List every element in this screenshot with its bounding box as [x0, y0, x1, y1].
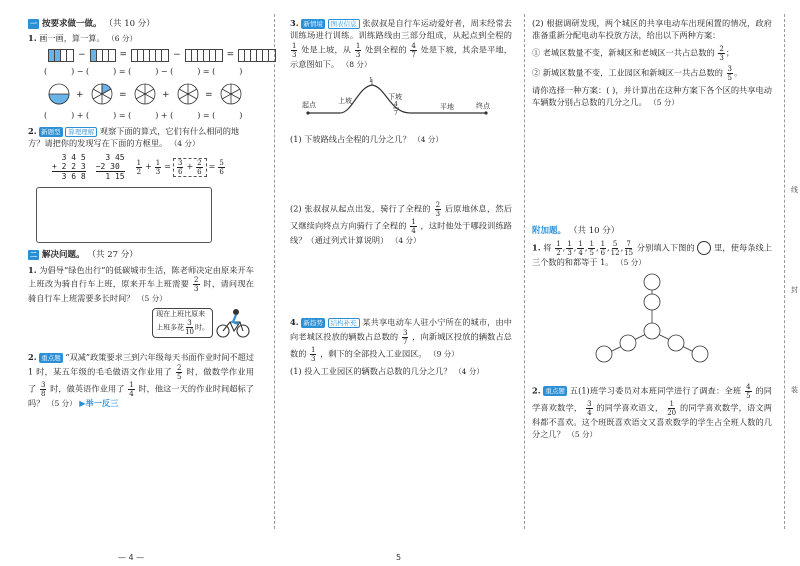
plan-1: ① 老城区数量不变，新城区和老城区一共占总数的 $\frac{2}{3}$ ；	[532, 44, 735, 62]
section-number-icon: 一	[30, 19, 37, 29]
question-tag: 结构补充	[328, 318, 360, 328]
middle-column	[290, 18, 512, 378]
section-heading-1	[28, 18, 254, 30]
fraction-circle-row	[48, 82, 254, 106]
question-text: 画一画，算一算。	[39, 33, 105, 44]
question-text: 的同学喜欢语文，	[596, 402, 664, 413]
question-6-part-1	[290, 366, 512, 378]
fraction-strip-e	[238, 49, 276, 62]
question-number: 2.	[28, 126, 37, 137]
circle-puzzle-diagram	[592, 273, 712, 363]
fraction-strip-row: − = − =	[48, 49, 254, 62]
fraction-blank-row-2: ( ) + ( ) = ( ) + ( ) = ( )	[44, 110, 243, 120]
question-text: 时，做英语作业用了	[50, 383, 125, 394]
section-number-icon: 二	[30, 250, 37, 260]
svg-text:=: =	[205, 89, 213, 100]
plan-choice	[532, 85, 772, 109]
question-5-part-1	[290, 134, 512, 146]
column-divider-left	[274, 14, 275, 529]
question-text: “双减”政策要求三到六年级每天书面作业时间不超过 1 时，某五年级的毛毛做语文作业用了	[28, 352, 255, 377]
binding-label-top: 线	[791, 186, 798, 194]
question-text: 观察下面的算式，它们有什么相同的地方？请把你的发现写在下面的方框里。	[28, 126, 240, 149]
column-divider-right	[524, 14, 525, 529]
section-heading-2	[28, 249, 254, 261]
question-text: 处到全程的	[365, 44, 407, 55]
binding-label-mid: 封	[791, 286, 798, 294]
page-number-left: — 4 —	[118, 553, 145, 562]
puzzle-circle[interactable]	[596, 346, 612, 362]
fraction-strip-d	[185, 49, 223, 62]
vertical-calculations	[52, 153, 254, 181]
question-text: 时，做数学作业用了	[28, 366, 255, 394]
route-uphill-label: 上坡	[338, 96, 352, 105]
svg-text:1: 1	[369, 76, 373, 84]
question-text: 的同学喜欢数学，语文两科都不喜欢。这个班既喜欢语文又喜欢数学的学生占全班人数的几分之几？	[532, 402, 772, 439]
question-text: 时，请问现在骑自行车上班需要多长时间？	[28, 278, 254, 304]
question-number: 1.	[28, 264, 37, 275]
question-text: 将	[543, 242, 552, 253]
binding-line	[784, 14, 785, 529]
question-text: 请你选择一种方案：( )，并计算出在这种方案下各个区的共享电动车辆数分别占总数的几分之几。	[532, 84, 772, 107]
speech-bubble: 现在上班比原来 上班多花 $\frac{3}{10}$ 时。	[152, 308, 213, 338]
svg-text:+: +	[76, 89, 84, 100]
question-score: （4 分）	[454, 367, 484, 377]
puzzle-circle[interactable]	[668, 335, 684, 351]
question-tag: 重点题	[545, 387, 565, 396]
puzzle-circle[interactable]	[620, 335, 636, 351]
question-tag: 新题型	[41, 128, 61, 137]
question-tag: 算理理解	[65, 127, 97, 137]
question-2	[28, 126, 254, 150]
question-6-part-2	[532, 18, 772, 42]
puzzle-circle[interactable]	[644, 294, 660, 310]
plan-text: ② 新城区数量不变，工业园区和新城区一共占总数的	[532, 67, 723, 78]
plan-2: ② 新城区数量不变，工业园区和新城区一共占总数的 $\frac{3}{5}$ 。	[532, 64, 743, 82]
section-score: （共 10 分）	[104, 19, 155, 29]
question-score: （8 分）	[341, 59, 372, 69]
fraction-strip-c	[131, 49, 169, 62]
question-text: (1) 投入工业园区的辆数占总数的几分之几？	[290, 366, 452, 377]
cyclist-icon	[216, 308, 250, 338]
question-number: 4.	[290, 317, 299, 328]
question-score: （5 分）	[649, 97, 679, 107]
question-text: 某共享电动车人驻小宁所在的城市，由中向老城区投放的辆数占总数的	[290, 317, 512, 342]
question-text: 为倡导“绿色出行”的低碳城市生活，陈老师决定由原来开车上班改为骑自行车上班，原来开车上班需要	[28, 264, 254, 289]
question-score: （5 分）	[567, 429, 598, 439]
question-score: （4 分）	[413, 134, 443, 144]
question-tag: 新趋势	[303, 319, 323, 328]
question-number: 1.	[532, 242, 541, 253]
route-end-label: 终点	[476, 101, 490, 110]
section-score: （共 27 分）	[87, 250, 138, 261]
svg-text:4: 4	[394, 100, 398, 108]
section-title: 附加题。	[532, 225, 567, 236]
question-score: （9 分）	[429, 349, 459, 359]
vertical-subtract: 3 45 −2 30 1 15	[95, 153, 125, 182]
question-text: ，剩下的全部投入工业园区。	[320, 348, 427, 359]
question-text: ，向新城区投放的辆数占总数的	[290, 331, 512, 359]
left-column	[28, 18, 254, 410]
bike-illustration	[28, 308, 250, 338]
question-text: 分别填入下图的	[636, 242, 695, 253]
question-tag: 新情境	[303, 20, 323, 28]
question-text: 处是下坡，其余是平地，示意图如下。	[290, 44, 512, 69]
question-text: 时，他这一天的作业时间超标了吗？	[28, 383, 254, 409]
route-start-label: 起点	[302, 100, 316, 109]
plan-text: ① 老城区数量不变，新城区和老城区一共占总数的	[532, 47, 715, 58]
right-column	[532, 18, 772, 440]
fraction-circles	[48, 82, 248, 106]
question-score: （5 分）	[137, 294, 167, 304]
question-tag: 重点题	[41, 354, 61, 363]
question-score: （4 分）	[169, 139, 200, 149]
page-number-right: 5	[396, 553, 402, 562]
route-diagram	[290, 75, 512, 127]
section-title: 解决问题。	[42, 250, 85, 261]
question-tag: 图表信息	[328, 19, 360, 29]
question-5-part-2: (2) 张叔叔从起点出发，骑行了全程的 $\frac{2}{3}$ 后原地休息，然后又继续向终点方向骑行了全程的 $\frac{1}{4}$ ，这时他处于哪段训练路线？（通过列式计算说明） （4 分）	[290, 201, 512, 246]
question-number: 1.	[28, 33, 37, 44]
section-heading-3	[532, 225, 772, 237]
fraction-strip-a	[48, 49, 74, 62]
puzzle-circle[interactable]	[692, 346, 708, 362]
question-7: 1. 将 $\frac{1}{2}$ , $\frac{1}{3}$ , $\frac{1}{4}$ , $\frac{1}{5}$ , $\frac{1}{6}$ , $\frac{5}{12}$ , $\frac{7}{15}$ 分别填入下图的 里，使每条线上三个数的和都等于 1。 （5 分）	[532, 239, 772, 267]
question-text: 处是上坡，从	[301, 44, 352, 55]
question-text: 张叔叔是自行车运动爱好者，周末经常去训练场进行训练。训练路线由三部分组成，从起点到全程的	[290, 18, 512, 40]
answer-box[interactable]	[36, 187, 212, 243]
section-score: （共 10 分）	[569, 225, 620, 236]
practice-link[interactable]: ▶举一反三	[79, 398, 119, 409]
puzzle-circle[interactable]	[644, 274, 660, 290]
fraction-sum: $\frac{1}{2}$ + $\frac{1}{3}$ = $\frac{3}{6}$ + $\frac{2}{6}$ = $\frac{5}{6}$	[136, 158, 224, 176]
question-score: （5 分）	[47, 399, 77, 409]
route-flat-label: 平地	[440, 102, 454, 111]
question-text: (1) 下坡路线占全程的几分之几？	[290, 133, 411, 144]
svg-text:7: 7	[394, 109, 398, 117]
svg-text:+: +	[162, 89, 170, 100]
question-text: (2) 根据调研发现，两个城区的共享电动车出现闲置的情况，政府准备重新分配电动车投放方法，给出以下两种方案：	[532, 18, 772, 40]
question-8: 2. 重点题 五(1)班学习委员对本班同学进行了调查：全班 $\frac{4}{5}$ 的同学喜欢数学， $\frac{3}{4}$ 的同学喜欢语文， $\frac{1}{20}$ 的同学喜欢数学，语文两科都不喜欢。这个班既喜欢语文又喜欢数学的学生占全班人数的几分之几？ （5 分）	[532, 382, 772, 439]
question-text: (2) 张叔叔从起点出发，骑行了全程的	[290, 203, 431, 214]
question-5: 3. 新情境 图表信息 张叔叔是自行车运动爱好者，周末经常去训练场进行训练。训练路线由三部分组成，从起点到全程的 $\frac{1}{3}$ 处是上坡，从 $\frac{1}{3}$ 处到全程的 $\frac{4}{7}$ 处是下坡，其余是平地，示意图如下。 （8 分）	[290, 18, 512, 69]
svg-text:=: =	[119, 89, 127, 100]
question-text: 后原地休息，然后又继续向终点方向骑行了全程的	[290, 203, 512, 231]
question-text: 里，使每条线上三个数的和都等于 1。	[532, 242, 772, 267]
question-score: （6 分）	[107, 34, 137, 44]
question-3: 1. 为倡导“绿色出行”的低碳城市生活，陈老师决定由原来开车上班改为骑自行车上班，原来开车上班需要 $\frac{2}{3}$ 时，请问现在骑自行车上班需要多长时间？ （5 分）	[28, 264, 254, 304]
question-6: 4. 新趋势 结构补充 某共享电动车人驻小宁所在的城市，由中向老城区投放的辆数占总数的 $\frac{3}{7}$ ，向新城区投放的辆数占总数的 $\frac{1}{3}$ ，剩下的全部投入工业园区。 （9 分）	[290, 317, 512, 364]
question-4: 2. 重点题 “双减”政策要求三到六年级每天书面作业时间不超过 1 时，某五年级的毛毛做语文作业用了 $\frac{2}{5}$ 时，做数学作业用了 $\frac{3}{8}$ 时，做英语作业用了 $\frac{1}{4}$ 时，他这一天的作业时间超标了吗？ （5 分） ▶举一反三	[28, 352, 255, 409]
vertical-add: 3 4 5 + 2 2 3 3 6 8	[52, 153, 86, 182]
question-number: 3.	[290, 18, 299, 28]
question-score: （5 分）	[616, 257, 646, 267]
puzzle-circle[interactable]	[644, 323, 660, 339]
question-text: ，这时他处于哪段训练路线？（通过列式计算说明）	[290, 220, 512, 246]
binding-label-bottom: 装	[791, 386, 798, 394]
route-downhill-label: 下坡	[388, 92, 402, 101]
question-number: 2.	[28, 352, 37, 363]
question-number: 2.	[532, 385, 541, 396]
section-title: 按要求做一做。	[42, 19, 102, 29]
fraction-blank-row-1: ( ) − ( ) = ( ) − ( ) = ( )	[44, 67, 243, 77]
question-score: （4 分）	[390, 236, 421, 246]
fraction-strip-b	[90, 49, 116, 62]
question-1	[28, 33, 254, 45]
question-text: 的同学喜欢数学，	[532, 385, 772, 413]
question-text: 五(1)班学习委员对本班同学进行了调查：全班	[569, 385, 742, 396]
